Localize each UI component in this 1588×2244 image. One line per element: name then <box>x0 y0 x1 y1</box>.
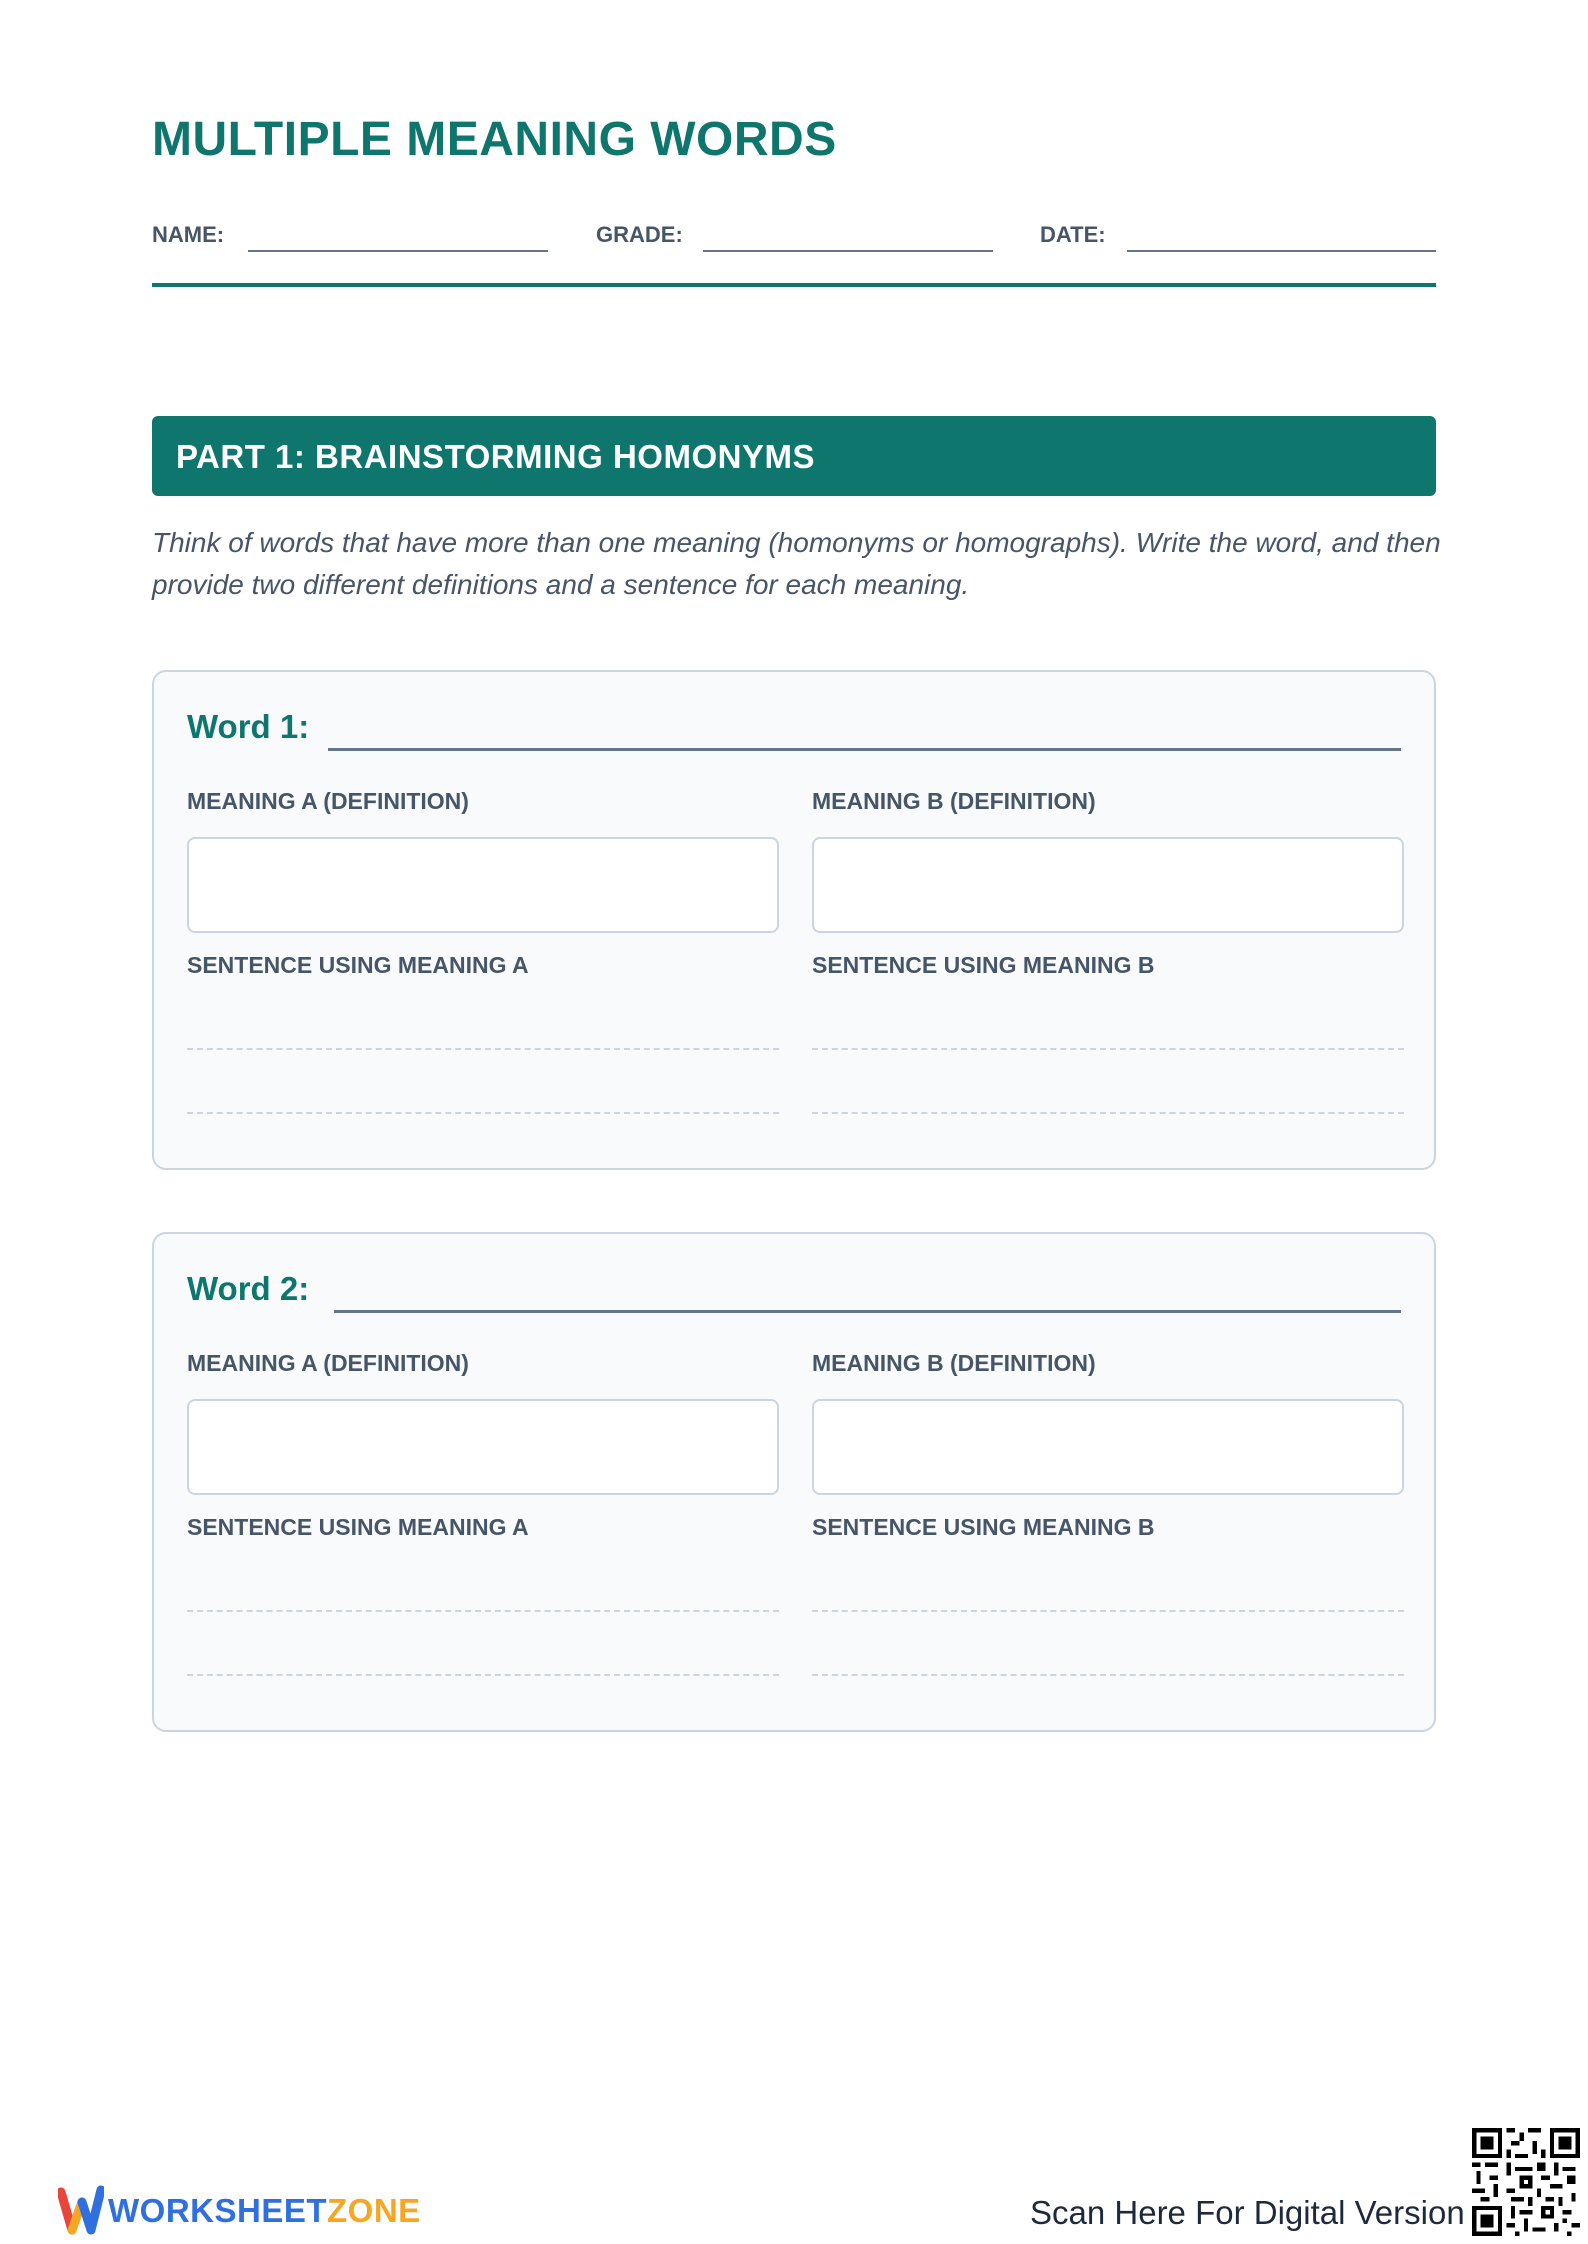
meaning-b-box[interactable] <box>812 1399 1404 1495</box>
meaning-b-label: MEANING B (DEFINITION) <box>812 1350 1096 1376</box>
meaning-a-box[interactable] <box>187 837 779 933</box>
sentence-a-label: SENTENCE USING MEANING A <box>187 1514 529 1540</box>
part1-heading-bar <box>152 416 1436 496</box>
logo-text <box>108 2192 421 2230</box>
worksheetzone-logo-icon <box>58 2180 104 2236</box>
word-answer-line[interactable] <box>328 748 1401 751</box>
scan-instruction: Scan Here For Digital Version <box>1030 2194 1465 2231</box>
date-field[interactable] <box>1127 250 1436 252</box>
name-label: NAME: <box>152 222 225 247</box>
meaning-a-label: MEANING A (DEFINITION) <box>187 788 469 814</box>
sentence-b-label: SENTENCE USING MEANING B <box>812 952 1155 978</box>
sentence-a-line-1[interactable] <box>187 1048 779 1050</box>
sentence-b-line-1[interactable] <box>812 1048 1404 1050</box>
grade-field[interactable] <box>703 250 993 252</box>
word-label: Word 2: <box>187 1270 310 1307</box>
sentence-a-line-1[interactable] <box>187 1610 779 1612</box>
meaning-a-box[interactable] <box>187 1399 779 1495</box>
worksheetzone-logo[interactable] <box>58 2180 428 2240</box>
word-card-1 <box>152 670 1436 1170</box>
sentence-b-line-2[interactable] <box>812 1674 1404 1676</box>
sentence-b-label: SENTENCE USING MEANING B <box>812 1514 1155 1540</box>
name-field[interactable] <box>248 250 548 252</box>
word-card-2 <box>152 1232 1436 1732</box>
sentence-b-line-1[interactable] <box>812 1610 1404 1612</box>
meaning-b-label: MEANING B (DEFINITION) <box>812 788 1096 814</box>
meaning-a-label: MEANING A (DEFINITION) <box>187 1350 469 1376</box>
sentence-a-line-2[interactable] <box>187 1112 779 1114</box>
student-info-row <box>152 214 1436 254</box>
word-label: Word 1: <box>187 708 310 745</box>
part1-instructions: Think of words that have more than one meaning (homonyms or homographs). Write the word, and then provide two different definitions and a sentence for each meaning. <box>152 527 1441 600</box>
sentence-a-line-2[interactable] <box>187 1674 779 1676</box>
logo-text-worksheet: WORKSHEET <box>108 2192 327 2229</box>
header-divider <box>152 283 1436 287</box>
sentence-a-label: SENTENCE USING MEANING A <box>187 952 529 978</box>
part1-heading: PART 1: BRAINSTORMING HOMONYMS <box>176 438 815 475</box>
logo-text-zone: ZONE <box>327 2192 421 2229</box>
word-answer-line[interactable] <box>334 1310 1401 1313</box>
grade-label: GRADE: <box>596 222 683 247</box>
sentence-b-line-2[interactable] <box>812 1112 1404 1114</box>
meaning-b-box[interactable] <box>812 837 1404 933</box>
date-label: DATE: <box>1040 222 1106 247</box>
qr-code-icon[interactable] <box>1472 2128 1580 2236</box>
worksheet-title: MULTIPLE MEANING WORDS <box>152 113 837 166</box>
